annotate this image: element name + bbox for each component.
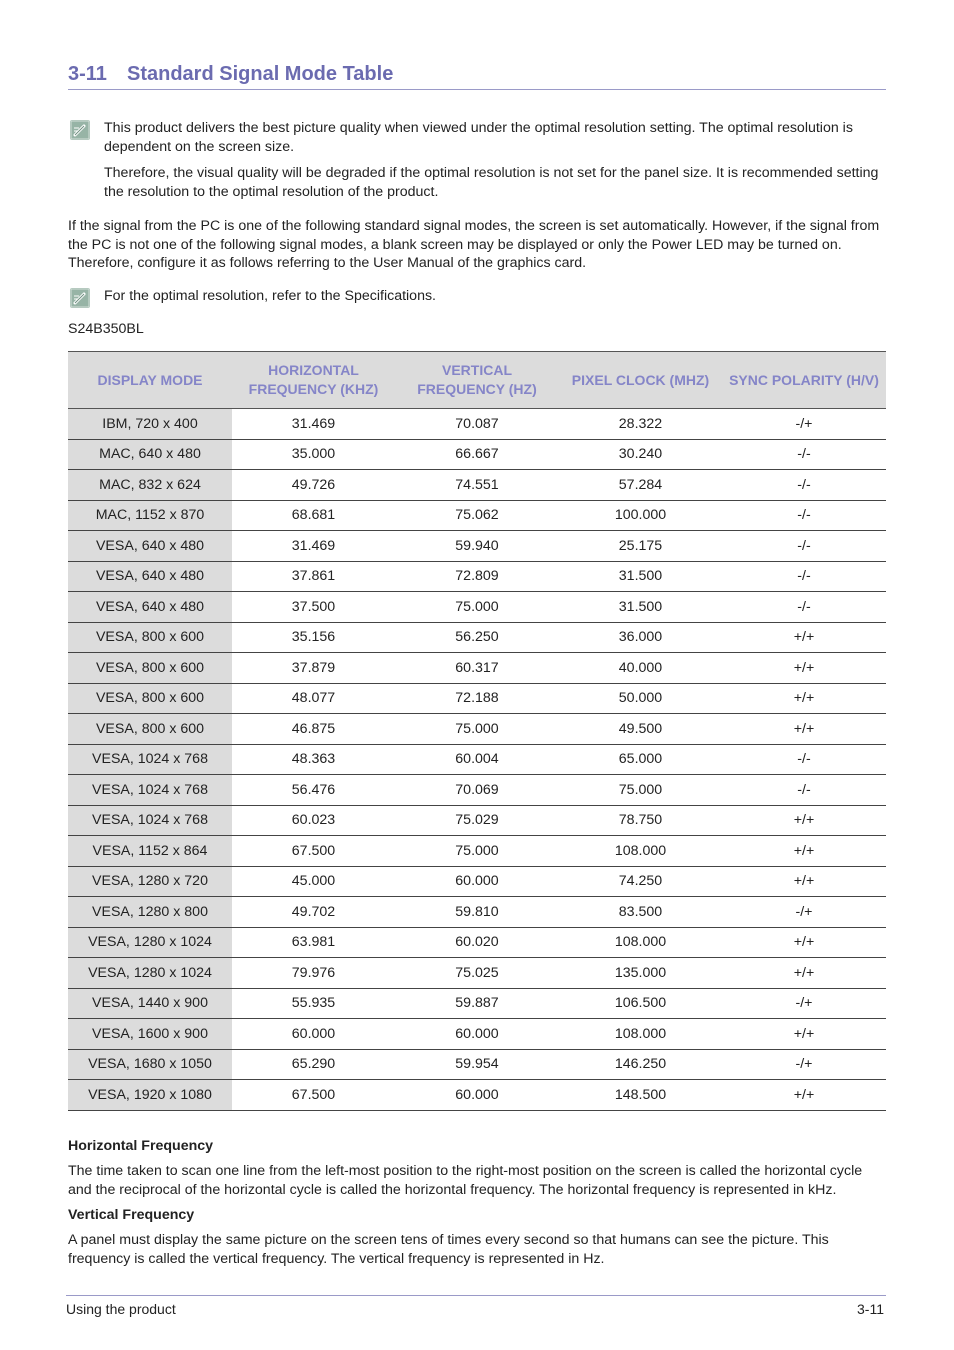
table-row <box>68 622 886 653</box>
cell-vertical-frequency: 59.887 <box>395 988 559 1019</box>
cell-pixel-clock: 50.000 <box>559 683 722 714</box>
cell-vertical-frequency: 75.062 <box>395 500 559 531</box>
cell-horizontal-frequency: 49.702 <box>232 897 395 928</box>
page-footer <box>66 1295 886 1317</box>
cell-display-mode: VESA, 1024 x 768 <box>68 805 232 836</box>
cell-horizontal-frequency: 35.156 <box>232 622 395 653</box>
cell-horizontal-frequency: 37.861 <box>232 561 395 592</box>
cell-sync-polarity: -/- <box>722 775 886 806</box>
cell-display-mode: VESA, 1680 x 1050 <box>68 1049 232 1080</box>
cell-display-mode: VESA, 1280 x 1024 <box>68 958 232 989</box>
cell-display-mode: VESA, 640 x 480 <box>68 531 232 562</box>
cell-vertical-frequency: 59.810 <box>395 897 559 928</box>
cell-sync-polarity: -/- <box>722 744 886 775</box>
note-optimal-resolution <box>68 119 886 209</box>
cell-sync-polarity: -/+ <box>722 409 886 440</box>
cell-sync-polarity: -/- <box>722 470 886 501</box>
cell-sync-polarity: -/- <box>722 531 886 562</box>
cell-horizontal-frequency: 45.000 <box>232 866 395 897</box>
cell-vertical-frequency: 60.004 <box>395 744 559 775</box>
cell-sync-polarity: +/+ <box>722 958 886 989</box>
header-vertical-frequency: VERTICAL FREQUENCY (HZ) <box>395 352 559 409</box>
cell-display-mode: MAC, 640 x 480 <box>68 439 232 470</box>
cell-display-mode: VESA, 1024 x 768 <box>68 775 232 806</box>
intro-paragraph: If the signal from the PC is one of the following standard signal modes, the screen is set automatically. However, if the signal from the PC is not one of the following signal modes, a blank screen may be displayed or only the Power LED may be turned on. Therefore, configure it as follows referring to the User Manual of the graphics card. <box>68 218 880 271</box>
cell-vertical-frequency: 75.025 <box>395 958 559 989</box>
cell-horizontal-frequency: 37.879 <box>232 653 395 684</box>
table-row <box>68 592 886 623</box>
cell-sync-polarity: +/+ <box>722 866 886 897</box>
section-title <box>68 60 886 90</box>
cell-sync-polarity: -/- <box>722 439 886 470</box>
header-horizontal-frequency: HORIZONTAL FREQUENCY (KHZ) <box>232 352 395 409</box>
cell-display-mode: VESA, 800 x 600 <box>68 622 232 653</box>
note-text-2: Therefore, the visual quality will be degraded if the optimal resolution is not set for the panel size. It is recommended setting the resolution to the optimal resolution of the product. <box>104 165 879 200</box>
cell-horizontal-frequency: 46.875 <box>232 714 395 745</box>
header-pixel-clock: PIXEL CLOCK (MHZ) <box>559 352 722 409</box>
table-row <box>68 958 886 989</box>
table-row <box>68 531 886 562</box>
cell-pixel-clock: 108.000 <box>559 1019 722 1050</box>
table-row <box>68 775 886 806</box>
cell-sync-polarity: -/+ <box>722 1049 886 1080</box>
cell-vertical-frequency: 75.029 <box>395 805 559 836</box>
cell-vertical-frequency: 59.940 <box>395 531 559 562</box>
cell-vertical-frequency: 74.551 <box>395 470 559 501</box>
cell-horizontal-frequency: 31.469 <box>232 531 395 562</box>
header-sync-polarity: SYNC POLARITY (H/V) <box>722 352 886 409</box>
cell-sync-polarity: +/+ <box>722 653 886 684</box>
cell-pixel-clock: 146.250 <box>559 1049 722 1080</box>
cell-vertical-frequency: 60.317 <box>395 653 559 684</box>
note-pencil-icon <box>70 288 90 308</box>
table-header-row <box>68 352 886 409</box>
table-row <box>68 500 886 531</box>
cell-pixel-clock: 57.284 <box>559 470 722 501</box>
cell-pixel-clock: 74.250 <box>559 866 722 897</box>
cell-pixel-clock: 75.000 <box>559 775 722 806</box>
table-row <box>68 561 886 592</box>
header-display-mode: DISPLAY MODE <box>68 352 232 409</box>
cell-display-mode: VESA, 800 x 600 <box>68 683 232 714</box>
cell-sync-polarity: +/+ <box>722 622 886 653</box>
cell-sync-polarity: -/+ <box>722 988 886 1019</box>
cell-horizontal-frequency: 60.023 <box>232 805 395 836</box>
cell-sync-polarity: -/+ <box>722 897 886 928</box>
cell-vertical-frequency: 59.954 <box>395 1049 559 1080</box>
section-title-text: Standard Signal Mode Table <box>127 63 394 85</box>
table-row <box>68 805 886 836</box>
table-row <box>68 927 886 958</box>
table-row <box>68 897 886 928</box>
cell-vertical-frequency: 60.000 <box>395 866 559 897</box>
cell-sync-polarity: -/- <box>722 592 886 623</box>
cell-horizontal-frequency: 65.290 <box>232 1049 395 1080</box>
cell-display-mode: VESA, 800 x 600 <box>68 653 232 684</box>
cell-pixel-clock: 36.000 <box>559 622 722 653</box>
table-row <box>68 470 886 501</box>
cell-vertical-frequency: 60.000 <box>395 1080 559 1111</box>
table-row <box>68 988 886 1019</box>
cell-horizontal-frequency: 31.469 <box>232 409 395 440</box>
cell-sync-polarity: +/+ <box>722 683 886 714</box>
cell-display-mode: VESA, 1280 x 720 <box>68 866 232 897</box>
cell-horizontal-frequency: 63.981 <box>232 927 395 958</box>
vertical-frequency-text: A panel must display the same picture on the screen tens of times every second so that humans can see the picture. This frequency is called the vertical frequency. The vertical frequency is represented in Hz. <box>68 1232 829 1267</box>
note-pencil-icon <box>70 120 90 140</box>
cell-horizontal-frequency: 48.077 <box>232 683 395 714</box>
cell-pixel-clock: 40.000 <box>559 653 722 684</box>
cell-horizontal-frequency: 37.500 <box>232 592 395 623</box>
note-specifications <box>68 287 886 313</box>
cell-vertical-frequency: 60.000 <box>395 1019 559 1050</box>
cell-display-mode: VESA, 1280 x 800 <box>68 897 232 928</box>
cell-sync-polarity: +/+ <box>722 927 886 958</box>
cell-horizontal-frequency: 68.681 <box>232 500 395 531</box>
cell-pixel-clock: 108.000 <box>559 927 722 958</box>
cell-pixel-clock: 25.175 <box>559 531 722 562</box>
cell-display-mode: VESA, 1280 x 1024 <box>68 927 232 958</box>
cell-sync-polarity: +/+ <box>722 1019 886 1050</box>
cell-display-mode: VESA, 640 x 480 <box>68 592 232 623</box>
cell-sync-polarity: +/+ <box>722 836 886 867</box>
horizontal-frequency-text: The time taken to scan one line from the left-most position to the right-most position on the screen is called the horizontal cycle and the reciprocal of the horizontal cycle is called the horizontal frequency. The horizontal frequency is represented in kHz. <box>68 1163 863 1198</box>
cell-display-mode: VESA, 1440 x 900 <box>68 988 232 1019</box>
cell-pixel-clock: 148.500 <box>559 1080 722 1111</box>
cell-vertical-frequency: 60.020 <box>395 927 559 958</box>
cell-display-mode: VESA, 640 x 480 <box>68 561 232 592</box>
table-row <box>68 653 886 684</box>
note-text-1: This product delivers the best picture quality when viewed under the optimal resolution setting. The optimal resolution is dependent on the screen size. <box>104 120 853 155</box>
cell-vertical-frequency: 72.809 <box>395 561 559 592</box>
cell-display-mode: VESA, 1024 x 768 <box>68 744 232 775</box>
cell-display-mode: MAC, 832 x 624 <box>68 470 232 501</box>
footer-page-number: 3-11 <box>857 1301 884 1317</box>
cell-vertical-frequency: 72.188 <box>395 683 559 714</box>
table-row <box>68 1049 886 1080</box>
cell-pixel-clock: 30.240 <box>559 439 722 470</box>
cell-display-mode: IBM, 720 x 400 <box>68 409 232 440</box>
cell-pixel-clock: 108.000 <box>559 836 722 867</box>
table-row <box>68 836 886 867</box>
cell-vertical-frequency: 75.000 <box>395 836 559 867</box>
cell-pixel-clock: 28.322 <box>559 409 722 440</box>
cell-display-mode: VESA, 1600 x 900 <box>68 1019 232 1050</box>
cell-sync-polarity: -/- <box>722 500 886 531</box>
cell-sync-polarity: -/- <box>722 561 886 592</box>
cell-vertical-frequency: 66.667 <box>395 439 559 470</box>
table-row <box>68 1080 886 1111</box>
horizontal-frequency-heading: Horizontal Frequency <box>68 1138 214 1154</box>
table-row <box>68 866 886 897</box>
cell-vertical-frequency: 70.087 <box>395 409 559 440</box>
cell-vertical-frequency: 70.069 <box>395 775 559 806</box>
footer-chapter: Using the product <box>66 1301 176 1317</box>
cell-pixel-clock: 31.500 <box>559 592 722 623</box>
vertical-frequency-heading: Vertical Frequency <box>68 1207 195 1223</box>
cell-vertical-frequency: 75.000 <box>395 592 559 623</box>
cell-pixel-clock: 78.750 <box>559 805 722 836</box>
table-row <box>68 1019 886 1050</box>
cell-horizontal-frequency: 79.976 <box>232 958 395 989</box>
cell-horizontal-frequency: 67.500 <box>232 836 395 867</box>
cell-display-mode: MAC, 1152 x 870 <box>68 500 232 531</box>
model-name: S24B350BL <box>68 321 144 337</box>
cell-display-mode: VESA, 1152 x 864 <box>68 836 232 867</box>
cell-horizontal-frequency: 35.000 <box>232 439 395 470</box>
cell-horizontal-frequency: 56.476 <box>232 775 395 806</box>
cell-pixel-clock: 31.500 <box>559 561 722 592</box>
table-row <box>68 714 886 745</box>
cell-vertical-frequency: 75.000 <box>395 714 559 745</box>
cell-horizontal-frequency: 49.726 <box>232 470 395 501</box>
cell-pixel-clock: 49.500 <box>559 714 722 745</box>
cell-horizontal-frequency: 48.363 <box>232 744 395 775</box>
cell-horizontal-frequency: 60.000 <box>232 1019 395 1050</box>
table-row <box>68 439 886 470</box>
cell-pixel-clock: 106.500 <box>559 988 722 1019</box>
cell-pixel-clock: 65.000 <box>559 744 722 775</box>
cell-sync-polarity: +/+ <box>722 714 886 745</box>
table-row <box>68 744 886 775</box>
cell-sync-polarity: +/+ <box>722 805 886 836</box>
cell-horizontal-frequency: 55.935 <box>232 988 395 1019</box>
cell-display-mode: VESA, 800 x 600 <box>68 714 232 745</box>
cell-pixel-clock: 83.500 <box>559 897 722 928</box>
cell-pixel-clock: 135.000 <box>559 958 722 989</box>
note-text-spec: For the optimal resolution, refer to the Specifications. <box>104 288 436 304</box>
cell-display-mode: VESA, 1920 x 1080 <box>68 1080 232 1111</box>
cell-pixel-clock: 100.000 <box>559 500 722 531</box>
cell-vertical-frequency: 56.250 <box>395 622 559 653</box>
cell-horizontal-frequency: 67.500 <box>232 1080 395 1111</box>
table-row <box>68 409 886 440</box>
signal-mode-table <box>68 351 886 1111</box>
cell-sync-polarity: +/+ <box>722 1080 886 1111</box>
section-number: 3-11 <box>68 63 107 85</box>
table-row <box>68 683 886 714</box>
